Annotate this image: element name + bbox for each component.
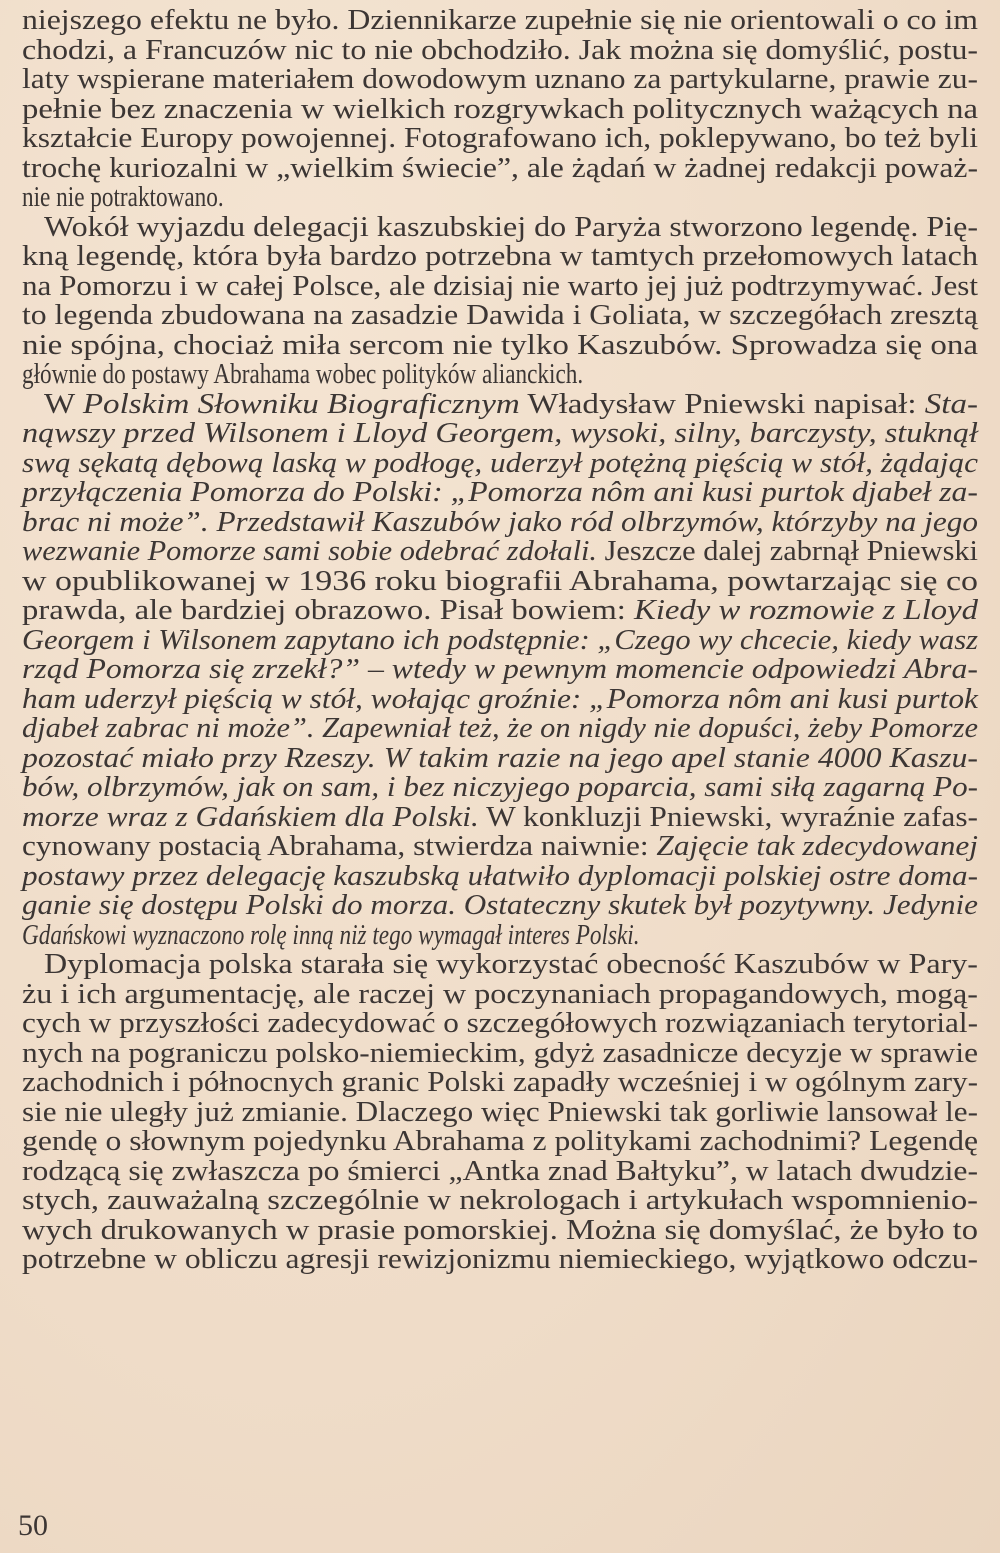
text-run: W konkluzji Pniewski, wyraźnie zafas- xyxy=(478,800,978,833)
text-run: laty wspierane materiałem dowodowym uznano za partykularne, prawie zu- xyxy=(22,63,978,95)
text-line xyxy=(22,269,982,302)
body-text xyxy=(22,6,982,1275)
text-line xyxy=(22,1245,982,1275)
text-line xyxy=(22,419,982,449)
text-run: chodzi, a Francuzów nic to nie obchodziło. Jak można się domyślić, postu- xyxy=(22,33,978,66)
text-run: prawda, ale bardziej obrazowo. Pisał bowiem: xyxy=(22,594,635,626)
text-line xyxy=(22,537,982,567)
italic-text: Sta- xyxy=(924,387,978,420)
text-line xyxy=(22,242,982,272)
text-run: potrzebne w obliczu agresji rewizjonizmu niemieckiego, wyjątkowo odczu- xyxy=(22,1243,979,1275)
text-run: W xyxy=(44,387,83,420)
text-line xyxy=(22,33,982,66)
text-line xyxy=(22,360,982,390)
text-run: Jeszcze dalej zabrnął Pniewski xyxy=(597,535,979,567)
text-line xyxy=(22,655,982,685)
text-line xyxy=(22,124,982,154)
text-line xyxy=(22,977,982,1010)
italic-text: swą sękatą dębową laską w podłogę, uderzył potężną pięścią w stół, żądając xyxy=(22,446,978,479)
italic-text: Gdańskowi wyznaczono rolę inną niż tego wymagał interes Polski. xyxy=(22,918,640,951)
text-line xyxy=(22,65,982,95)
text-line xyxy=(22,564,982,597)
italic-text: bów, olbrzymów, jak on sam, i bez niczyjego poparcia, sami siłą zagarną Po- xyxy=(22,771,979,803)
text-line xyxy=(22,623,982,656)
italic-text: brac ni może”. Przedstawił Kaszubów jako ród olbrzymów, którzyby na jego xyxy=(22,505,979,538)
text-run: nych na pograniczu polsko-niemieckim, gdyż zasadnicze decyzje w sprawie xyxy=(22,1036,979,1069)
italic-text: przyłączenia Pomorza do Polski: „Pomorza nôm ani kusi purtok djabeł za- xyxy=(22,476,978,508)
text-line xyxy=(22,92,982,125)
text-run: stych, zauważalną szczególnie w nekrologach i artykułach wspomnienio- xyxy=(22,1184,979,1216)
text-run: rodzącą się zwłaszcza po śmierci „Antka znad Bałtyku”, w latach dwudzie- xyxy=(22,1154,979,1187)
text-run: Dyplomacja polska starała się wykorzystać obecność Kaszubów w Pary- xyxy=(44,948,979,980)
text-line xyxy=(22,596,982,626)
text-line xyxy=(22,446,982,479)
italic-text: Polskim Słowniku Biograficznym xyxy=(82,387,520,420)
text-line xyxy=(22,1036,982,1069)
text-line xyxy=(22,151,982,184)
text-line xyxy=(22,1095,982,1128)
italic-text: nąwszy przed Wilsonem i Lloyd Georgem, wysoki, silny, barczysty, stuknął xyxy=(22,417,978,449)
page-number: 50 xyxy=(18,1509,48,1542)
italic-text: Kiedy w rozmowie z Lloyd xyxy=(634,594,978,626)
text-run: trochę kuriozalni w „wielkim świecie”, ale żądań w żadnej redakcji poważ- xyxy=(22,151,978,184)
italic-text: ganie się dostępu Polski do morza. Ostateczny skutek był pozytywny. Jedynie xyxy=(22,889,979,921)
text-line xyxy=(22,1127,982,1157)
text-line xyxy=(22,859,982,892)
text-line xyxy=(22,328,982,361)
text-run: pełnie bez znaczenia w wielkich rozgrywkach politycznych ważących na xyxy=(22,92,978,125)
text-line xyxy=(22,505,982,538)
text-run: kształcie Europy powojennej. Fotografowano ich, poklepywano, bo też byli xyxy=(22,122,978,154)
text-run: zachodnich i północnych granic Polski zapadły wcześniej i w ogólnym zary- xyxy=(22,1066,978,1098)
text-line xyxy=(22,478,982,508)
italic-text: Zajęcie tak zdecydowanej xyxy=(656,830,978,862)
text-line xyxy=(22,741,982,774)
italic-text: djabeł zabrac ni może”. Zapewniał też, że on nigdy nie dopuści, żeby Pomorze xyxy=(22,712,978,744)
text-line xyxy=(22,714,982,744)
italic-text: pozostać miało przy Rzeszy. W takim razie na jego apel stanie 4000 Kaszu- xyxy=(22,741,978,774)
italic-text: postawy przez delegację kaszubską ułatwiło dyplomacji polskiej ostre doma- xyxy=(22,859,978,892)
text-line xyxy=(22,773,982,803)
text-run: Władysław Pniewski napisał: xyxy=(519,387,925,420)
text-run: cynowany postacią Abrahama, stwierdza naiwnie: xyxy=(22,830,657,862)
text-line xyxy=(22,1154,982,1187)
text-run: Wokół wyjazdu delegacji kaszubskiej do Paryża stworzono legendę. Pię- xyxy=(44,210,978,243)
text-run: nie spójna, chociaż miła sercom nie tylko Kaszubów. Sprowadza się ona xyxy=(22,328,978,361)
text-line xyxy=(22,387,982,420)
text-run: na Pomorzu i w całej Polsce, ale dzisiaj nie warto jej już podtrzymywać. Jest xyxy=(22,269,978,302)
text-line xyxy=(22,183,982,213)
text-line xyxy=(22,891,982,921)
italic-text: Georgem i Wilsonem zapytano ich podstępnie: „Czego wy chcecie, kiedy wasz xyxy=(22,623,978,656)
text-line xyxy=(22,950,982,980)
text-run: wych drukowanych w prasie pomorskiej. Można się domyślać, że było to xyxy=(22,1213,979,1246)
text-run: niejszego efektu ne było. Dziennikarze zupełnie się nie orientowali o co im xyxy=(22,4,978,36)
italic-text: rząd Pomorza się zrzekł?” – wtedy w pewnym momencie odpowiedzi Abra- xyxy=(22,653,978,685)
text-run: sie nie uległy już zmianie. Dlaczego więc Pniewski tak gorliwie lansował le- xyxy=(22,1095,978,1128)
text-run: głównie do postawy Abrahama wobec polityków alianckich. xyxy=(22,358,584,390)
italic-text: morze wraz z Gdańskiem dla Polski. xyxy=(22,800,479,833)
text-line xyxy=(22,6,982,36)
text-run: kną legendę, która była bardzo potrzebna w tamtych przełomowych latach xyxy=(22,240,978,272)
italic-text: wezwanie Pomorze sami sobie odebrać zdołali. xyxy=(22,535,598,567)
text-run: nie nie potraktowano. xyxy=(22,181,224,213)
text-line xyxy=(22,1186,982,1216)
italic-text: ham uderzył pięścią w stół, wołając groźnie: „Pomorza nôm ani kusi purtok xyxy=(22,682,978,715)
text-run: cych w przyszłości zadecydować o szczegółowych rozwiązaniach terytorial- xyxy=(22,1007,979,1039)
text-line xyxy=(22,301,982,331)
text-line xyxy=(22,1068,982,1098)
text-line xyxy=(22,832,982,862)
text-line xyxy=(22,682,982,715)
text-line xyxy=(22,1009,982,1039)
text-run: w opublikowanej w 1936 roku biografii Abrahama, powtarzając się co xyxy=(22,564,978,597)
text-line xyxy=(22,918,982,951)
text-line xyxy=(22,800,982,833)
text-run: to legenda zbudowana na zasadzie Dawida i Goliata, w szczegółach zresztą xyxy=(22,299,978,331)
text-run: żu i ich argumentację, ale raczej w poczynaniach propagandowych, mogą- xyxy=(22,977,978,1010)
text-line xyxy=(22,1213,982,1246)
text-line xyxy=(22,210,982,243)
text-run: gendę o słownym pojedynku Abrahama z politykami zachodnimi? Legendę xyxy=(22,1125,979,1157)
